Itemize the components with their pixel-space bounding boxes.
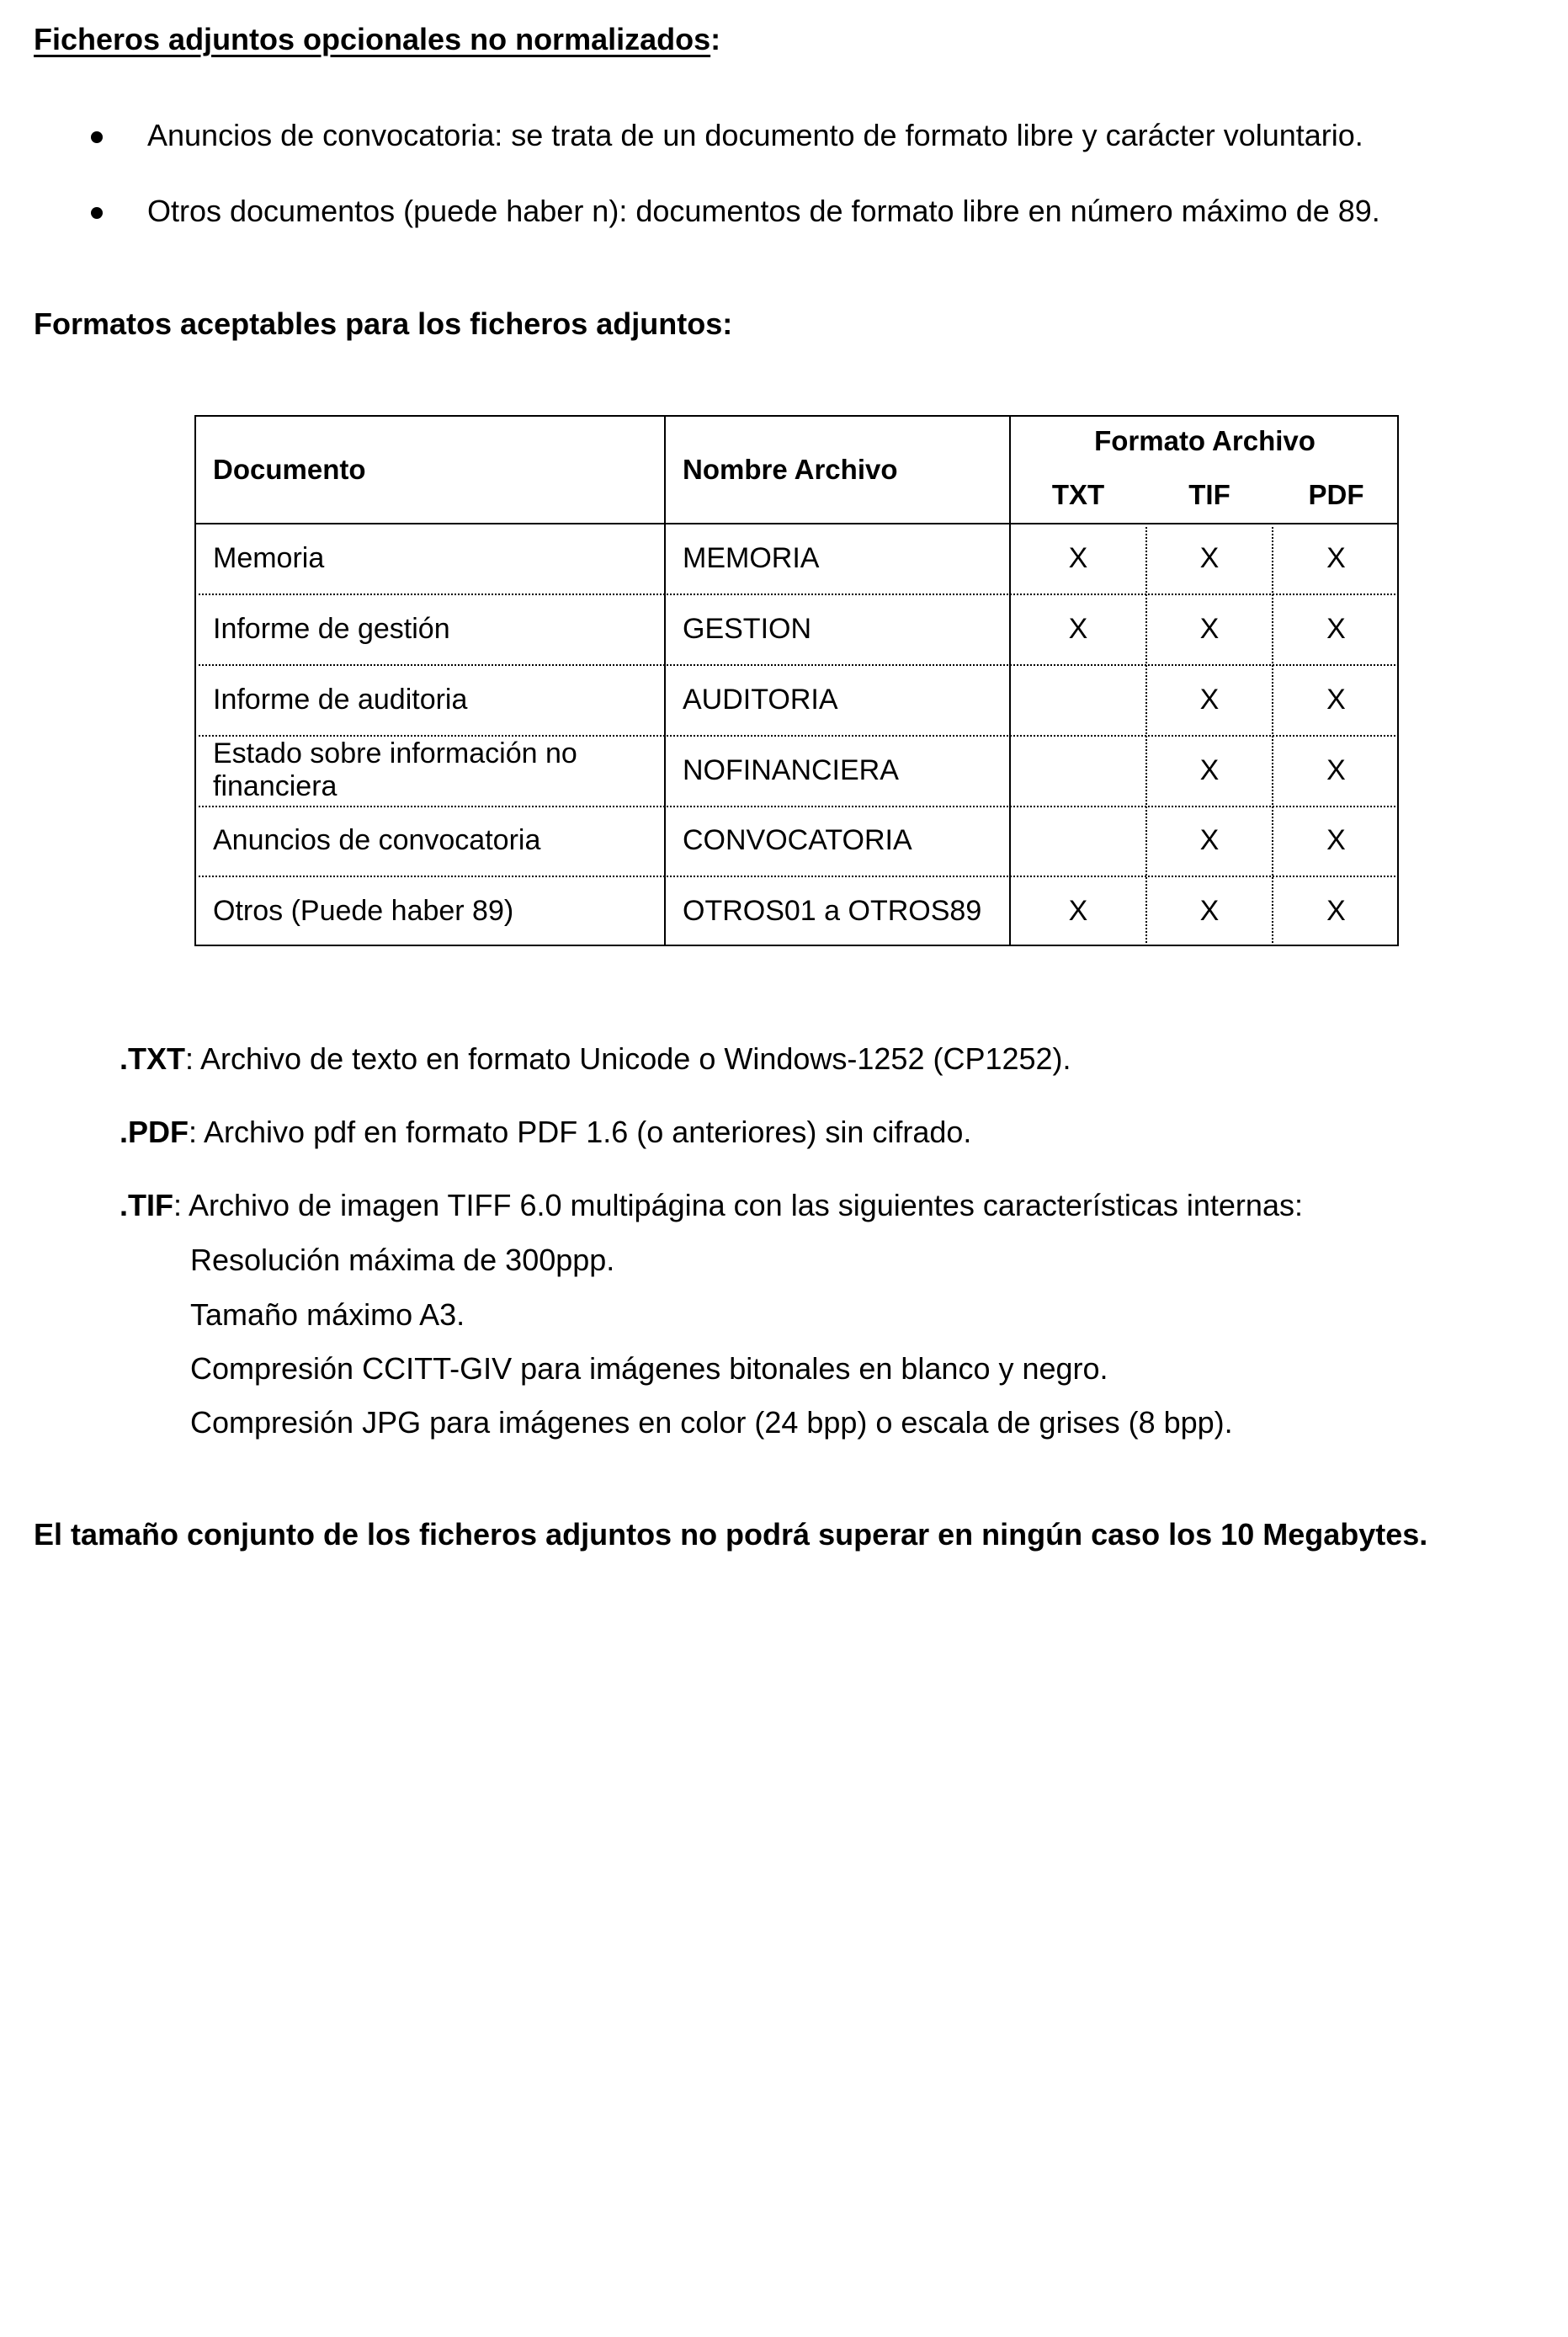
cell-txt: X <box>1068 895 1088 927</box>
cell-documento: Informe de auditoria <box>213 684 468 716</box>
cell-nombre: AUDITORIA <box>683 684 838 716</box>
cell-pdf: X <box>1326 824 1346 856</box>
section-optional-heading <box>34 22 720 57</box>
header-tif: TIF <box>1188 479 1230 510</box>
note-pdf <box>120 1115 971 1150</box>
tif-detail-size: Tamaño máximo A3. <box>190 1297 465 1332</box>
size-limit-note: El tamaño conjunto de los ficheros adjuntos no podrá superar en ningún caso los 10 Megabytes. <box>34 1517 1428 1552</box>
note-txt <box>120 1041 1071 1077</box>
tif-detail-ccitt: Compresión CCITT-GIV para imágenes bitonales en blanco y negro. <box>190 1351 1108 1386</box>
cell-pdf: X <box>1326 542 1346 574</box>
cell-tif: X <box>1199 754 1220 786</box>
cell-nombre: GESTION <box>683 613 812 645</box>
table-divider <box>664 415 666 946</box>
bullet-dot-icon <box>91 131 103 143</box>
cell-documento: Anuncios de convocatoria <box>213 824 541 856</box>
cell-tif: X <box>1199 613 1220 645</box>
formats-table <box>194 415 1399 946</box>
table-header-divider <box>194 523 1399 524</box>
cell-pdf: X <box>1326 684 1346 716</box>
note-pdf-text: : Archivo pdf en formato PDF 1.6 (o anteriores) sin cifrado. <box>189 1115 972 1149</box>
cell-pdf: X <box>1326 754 1346 786</box>
cell-pdf: X <box>1326 613 1346 645</box>
section-formats-heading: Formatos aceptables para los ficheros adjuntos: <box>34 306 733 341</box>
header-formato-archivo: Formato Archivo <box>1094 425 1316 456</box>
cell-tif: X <box>1199 684 1220 716</box>
cell-documento: Memoria <box>213 542 325 574</box>
cell-documento: Estado sobre información no <box>213 737 577 769</box>
cell-documento: Informe de gestión <box>213 613 450 645</box>
note-tif-text: : Archivo de imagen TIFF 6.0 multipágina con las siguientes características internas: <box>173 1188 1303 1222</box>
table-row-divider <box>194 664 1399 666</box>
cell-tif: X <box>1199 542 1220 574</box>
section-optional-title-colon: : <box>710 22 721 56</box>
note-pdf-ext: .PDF <box>120 1115 189 1149</box>
table-row-divider <box>194 594 1399 595</box>
table-row-divider <box>194 806 1399 807</box>
cell-nombre: CONVOCATORIA <box>683 824 912 856</box>
bullet-item-anuncios: Anuncios de convocatoria: se trata de un documento de formato libre y carácter voluntario. <box>147 118 1363 152</box>
cell-documento-continued: financiera <box>213 770 338 802</box>
note-txt-text: : Archivo de texto en formato Unicode o Windows-1252 (CP1252). <box>185 1041 1071 1076</box>
cell-nombre: MEMORIA <box>683 542 820 574</box>
table-row-divider <box>194 876 1399 877</box>
bullet-dot-icon <box>91 207 103 219</box>
cell-txt: X <box>1068 613 1088 645</box>
note-txt-ext: .TXT <box>120 1041 185 1076</box>
section-optional-title: Ficheros adjuntos opcionales no normalizados <box>34 22 711 56</box>
note-tif-ext: .TIF <box>120 1188 173 1222</box>
tif-detail-jpg: Compresión JPG para imágenes en color (24 bpp) o escala de grises (8 bpp). <box>190 1405 1233 1440</box>
cell-tif: X <box>1199 824 1220 856</box>
note-tif <box>120 1188 1303 1223</box>
cell-documento: Otros (Puede haber 89) <box>213 895 514 927</box>
header-txt: TXT <box>1051 479 1105 510</box>
header-nombre-archivo: Nombre Archivo <box>683 454 898 485</box>
header-documento: Documento <box>213 454 366 485</box>
cell-nombre: OTROS01 a OTROS89 <box>683 895 982 927</box>
tif-detail-resolution: Resolución máxima de 300ppp. <box>190 1243 615 1277</box>
bullet-item-otros: Otros documentos (puede haber n): documentos de formato libre en número máximo de 89. <box>147 194 1380 228</box>
cell-txt: X <box>1068 542 1088 574</box>
header-pdf: PDF <box>1308 479 1364 510</box>
cell-tif: X <box>1199 895 1220 927</box>
cell-nombre: NOFINANCIERA <box>683 754 899 786</box>
cell-pdf: X <box>1326 895 1346 927</box>
